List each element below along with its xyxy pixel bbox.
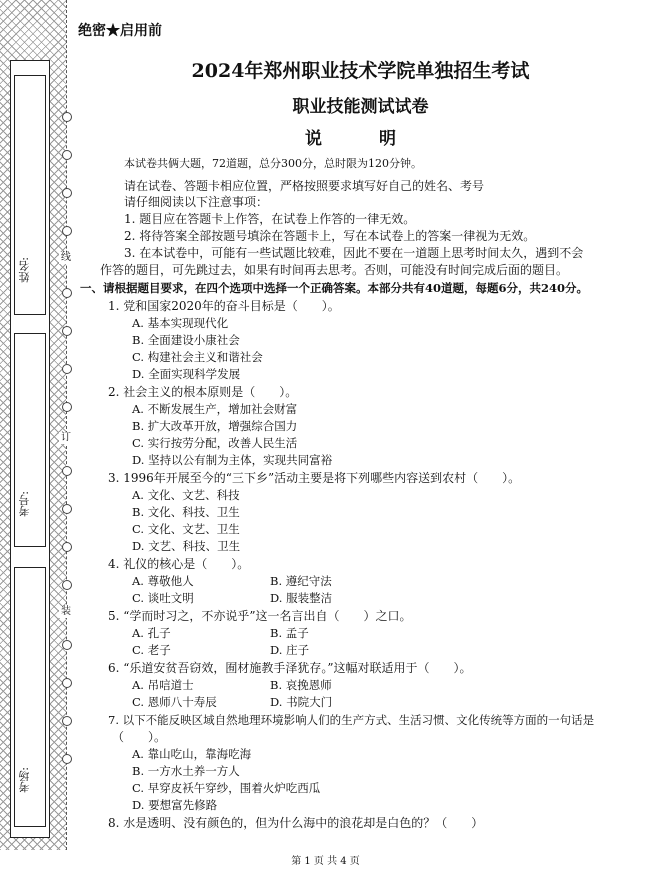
binding-hole — [62, 402, 72, 412]
question-7-stem: 7. 以下不能反映区域自然地理环境影响人们的生产方式、生活习惯、文化传统等方面的一句话是 — [108, 713, 595, 727]
question-6-option-b[interactable]: B. 哀挽恩师 — [270, 678, 332, 692]
question-1-option-b[interactable]: B. 全面建设小康社会 — [132, 333, 240, 347]
instructions-heading: 说 明 — [305, 129, 416, 149]
question-5-option-c[interactable]: C. 老子 — [132, 643, 171, 657]
question-4-option-a[interactable]: A. 尊敬他人 — [132, 574, 194, 588]
question-5-option-b[interactable]: B. 孟子 — [270, 626, 309, 640]
question-6-option-d[interactable]: D. 书院大门 — [270, 695, 333, 709]
question-7-option-d[interactable]: D. 要想富先修路 — [132, 798, 218, 812]
binding-hole — [62, 326, 72, 336]
question-4-option-c[interactable]: C. 谈吐文明 — [132, 591, 194, 605]
binding-hole — [62, 188, 72, 198]
instructions-intro: 本试卷共俩大题，72道题，总分300分，总时限为120分钟。 — [124, 157, 422, 170]
cut-mark-staple: 订 — [61, 432, 71, 443]
page-number: 第 1 页 共 4 页 — [291, 856, 360, 867]
question-6-stem: 6. “乐道安贫吾窃效，囿材施教手泽犹存。”这幅对联适用于（ ）。 — [108, 661, 472, 675]
question-3-option-d[interactable]: D. 文艺、科技、卫生 — [132, 539, 241, 553]
instructions-note-2: 2. 将待答案全部按题号填涂在答题卡上，写在本试卷上的答案一律视为无效。 — [124, 229, 536, 243]
exam-number-label: 考号: — [18, 491, 31, 517]
binding-hole — [62, 580, 72, 590]
exam-room-label: 考场: — [18, 767, 31, 793]
binding-hole — [62, 716, 72, 726]
question-2-option-b[interactable]: B. 扩大改革开放，增强综合国力 — [132, 419, 298, 433]
question-3-option-b[interactable]: B. 文化、科技、卫生 — [132, 505, 240, 519]
question-3-option-a[interactable]: A. 文化、文艺、科技 — [132, 488, 240, 502]
instructions-p2: 请仔细阅读以下注意事项： — [124, 195, 269, 209]
question-4-option-b[interactable]: B. 遵纪守法 — [270, 574, 332, 588]
binding-hole — [62, 542, 72, 552]
question-3-option-c[interactable]: C. 文化、文艺、卫生 — [132, 522, 240, 536]
instructions-note-3b: 作答的题目，可先跳过去，如果有时间再去思考。否则，可能没有时间完成后面的题目。 — [100, 263, 569, 277]
question-7-option-a[interactable]: A. 靠山吃山，靠海吃海 — [132, 747, 252, 761]
question-4-stem: 4. 礼仪的核心是（ ）。 — [108, 557, 250, 571]
instructions-note-1: 1. 题目应在答题卡上作答，在试卷上作答的一律无效。 — [124, 212, 416, 226]
question-1-option-a[interactable]: A. 基本实现现代化 — [132, 316, 229, 330]
question-4-option-d[interactable]: D. 服装整洁 — [270, 591, 333, 605]
question-1-option-d[interactable]: D. 全面实现科学发展 — [132, 367, 241, 381]
question-1-stem: 1. 党和国家2020年的奋斗目标是（ ）。 — [108, 299, 340, 313]
cut-mark-line: 线 — [61, 252, 71, 263]
question-6-option-c[interactable]: C. 恩师八十寿辰 — [132, 695, 217, 709]
question-2-option-d[interactable]: D. 坚持以公有制为主体，实现共同富裕 — [132, 453, 333, 467]
section-1-heading: 一、请根据题目要求，在四个选项中选择一个正确答案。本部分共有40道题，每题6分，共240分。 — [80, 281, 589, 295]
binding-hole — [62, 226, 72, 236]
question-7-option-b[interactable]: B. 一方水土养一方人 — [132, 764, 240, 778]
confidential-mark: 绝密★启用前 — [78, 23, 162, 39]
exam-title: 2024年郑州职业技术学院单独招生考试 — [191, 60, 530, 82]
binding-hole — [62, 150, 72, 160]
binding-hole — [62, 678, 72, 688]
name-label: 姓名: — [18, 257, 31, 283]
question-2-option-c[interactable]: C. 实行按劳分配，改善人民生活 — [132, 436, 298, 450]
question-5-stem: 5. “学而时习之，不亦说乎”这一名言出自（ ）之口。 — [108, 609, 412, 623]
binding-hole — [62, 466, 72, 476]
exam-subtitle: 职业技能测试试卷 — [292, 97, 429, 117]
question-6-option-a[interactable]: A. 吊唁道士 — [132, 678, 194, 692]
question-5-option-a[interactable]: A. 孔子 — [132, 626, 171, 640]
binding-hole — [62, 640, 72, 650]
instructions-p1: 请在试卷、答题卡相应位置，严格按照要求填写好自己的姓名、考号 — [124, 179, 485, 193]
binding-hole — [62, 364, 72, 374]
binding-hole — [62, 504, 72, 514]
question-7-stem-cont: （ ）。 — [112, 730, 167, 744]
candidate-info-column — [10, 60, 50, 838]
question-2-stem: 2. 社会主义的根本原则是（ ）。 — [108, 385, 298, 399]
question-7-option-c[interactable]: C. 早穿皮袄午穿纱，围着火炉吃西瓜 — [132, 781, 321, 795]
instructions-note-3a: 3. 在本试卷中，可能有一些试题比较难，因此不要在一道题上思考时间太久，遇到不会 — [124, 246, 584, 260]
cut-mark-bind: 装 — [61, 606, 71, 617]
binding-hole — [62, 754, 72, 764]
question-8-stem: 8. 水是透明、没有颜色的，但为什么海中的浪花却是白色的？（ ） — [108, 816, 484, 830]
question-1-option-c[interactable]: C. 构建社会主义和谐社会 — [132, 350, 263, 364]
question-5-option-d[interactable]: D. 庄子 — [270, 643, 310, 657]
question-3-stem: 3. 1996年开展至今的“三下乡”活动主要是将下列哪些内容送到农村（ ）。 — [108, 471, 521, 485]
question-2-option-a[interactable]: A. 不断发展生产，增加社会财富 — [132, 402, 298, 416]
binding-hole — [62, 288, 72, 298]
